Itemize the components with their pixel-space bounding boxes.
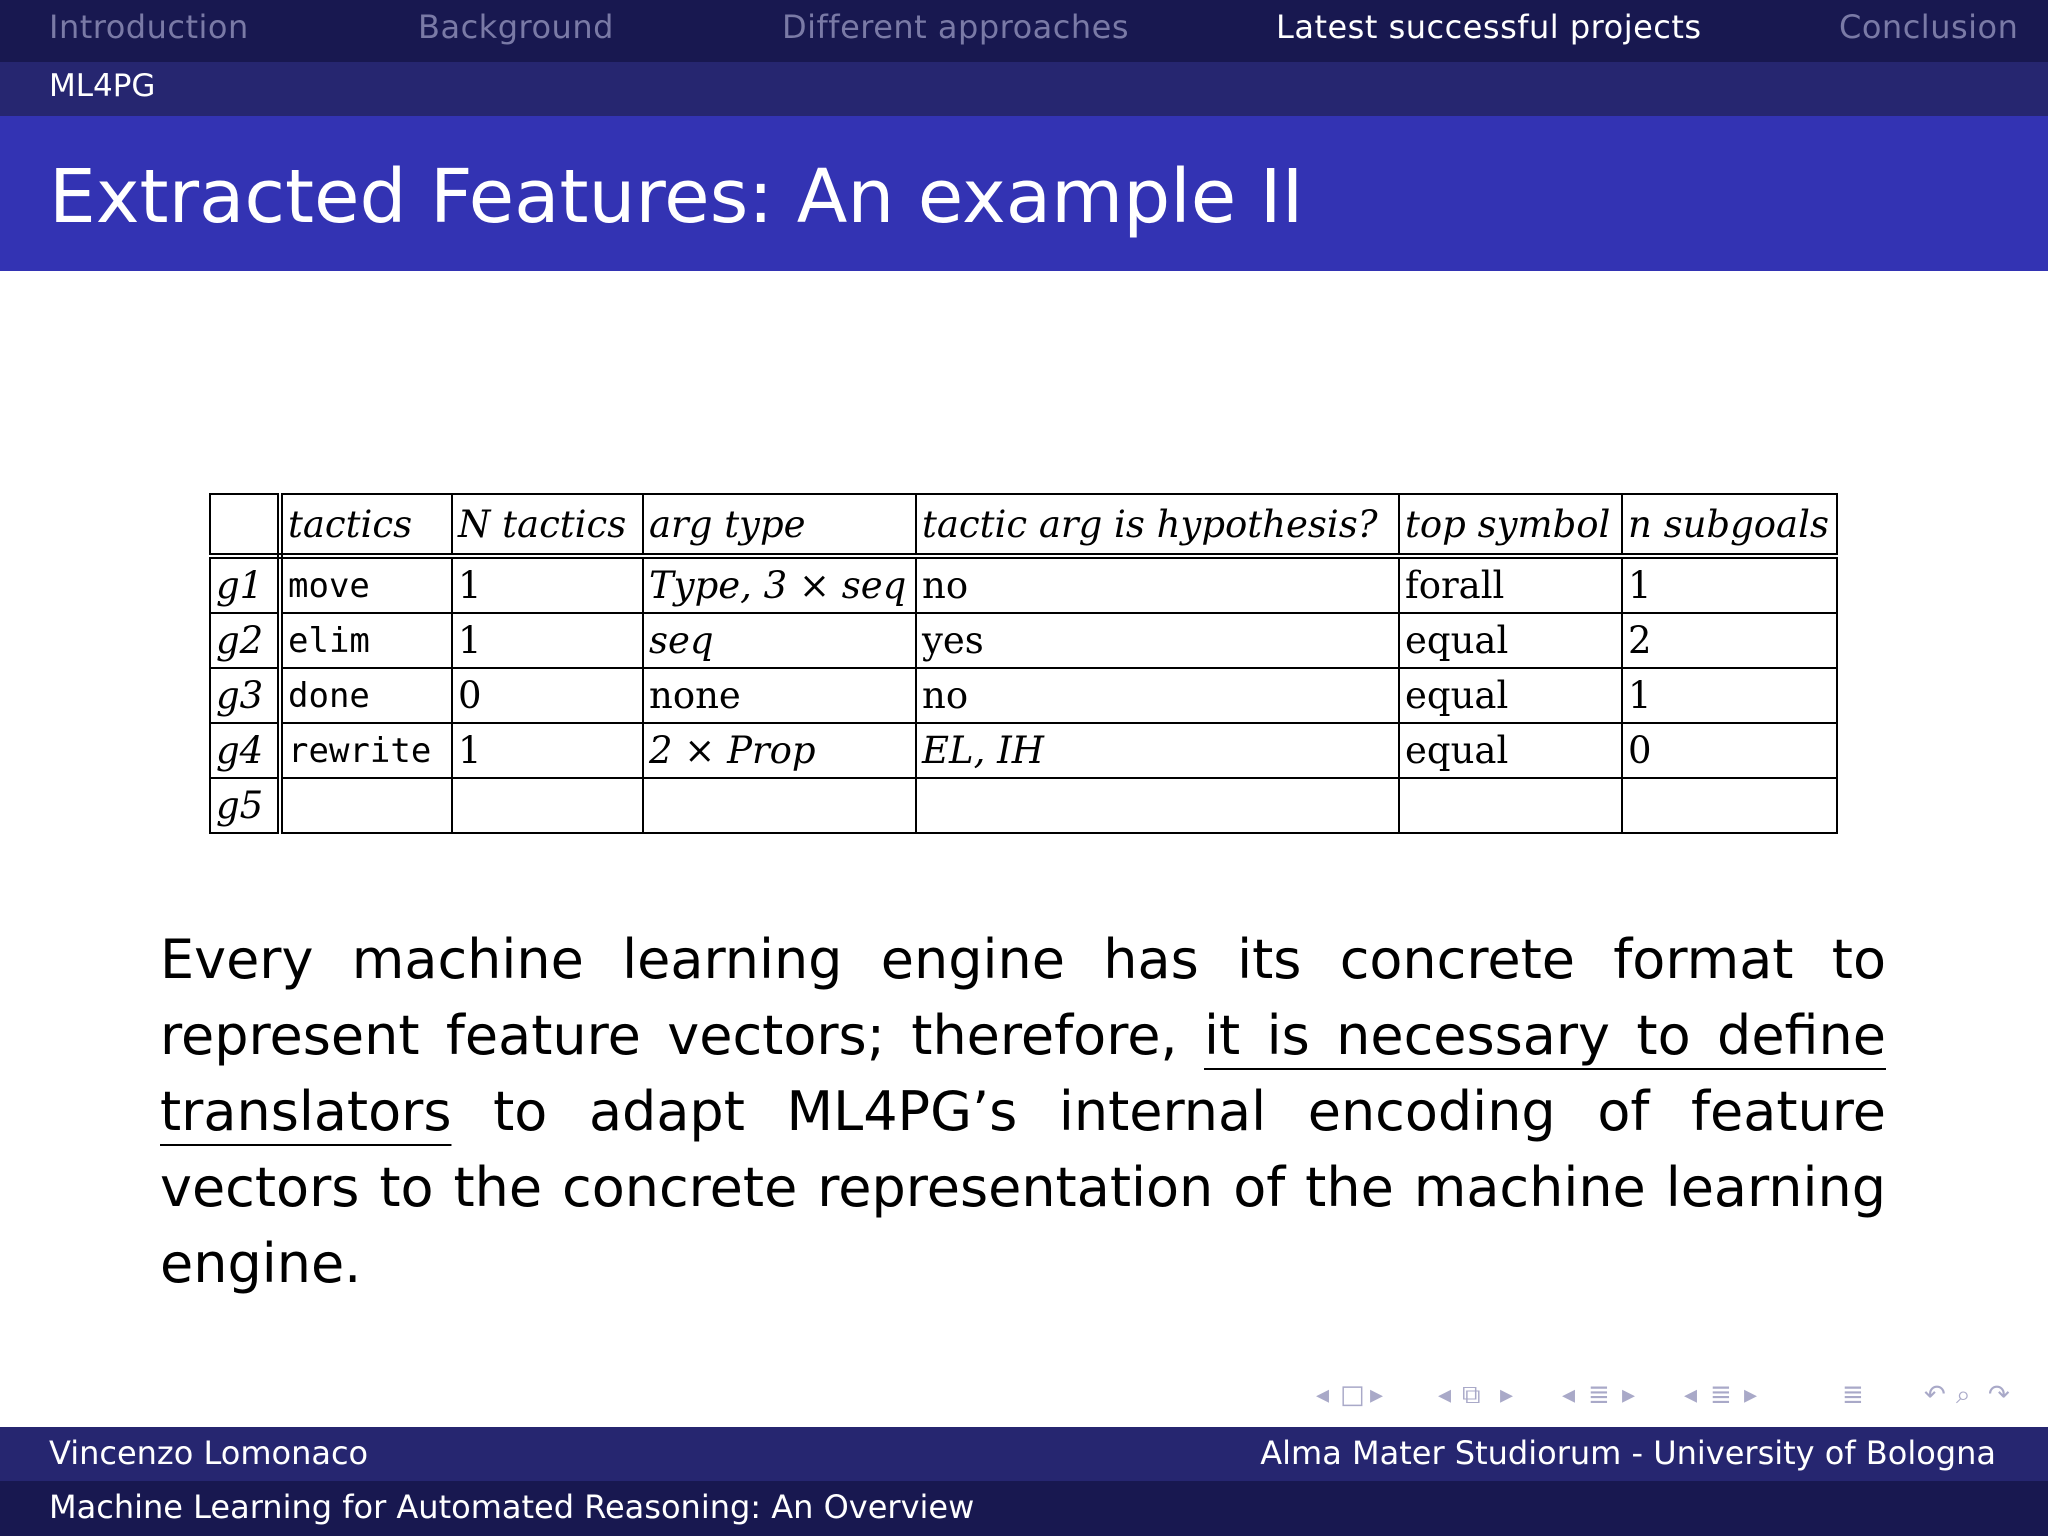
subsection-bar (0, 62, 2048, 116)
section-icon[interactable]: ≣ (1710, 1380, 1732, 1410)
table-header-cell: N tactics (452, 494, 643, 556)
next-subsection-arrow-icon[interactable]: ▸ (1622, 1380, 1636, 1410)
table-cell: equal (1399, 613, 1622, 668)
table-header-cell: tactic arg is hypothesis? (916, 494, 1399, 556)
subsection-label[interactable]: ML4PG (49, 68, 156, 104)
table-cell: equal (1399, 668, 1622, 723)
table-header-cell: arg type (643, 494, 916, 556)
table-cell (1399, 778, 1622, 833)
footer-author: Vincenzo Lomonaco (49, 1434, 369, 1472)
body-text-before: Every machine learning engine has its concrete format to represent feature vectors; therefore, (160, 928, 1886, 1067)
table-header-cell: top symbol (1399, 494, 1622, 556)
feature-table (209, 493, 1838, 834)
goal-id-cell: g4 (210, 723, 280, 778)
table-cell: none (643, 668, 916, 723)
goal-id-cell: g1 (210, 556, 280, 613)
nav-section-background[interactable]: Background (418, 8, 614, 46)
table-cell: 1 (452, 723, 643, 778)
table-cell: 2 (1622, 613, 1837, 668)
next-slide-arrow-icon[interactable]: ▸ (1500, 1380, 1514, 1410)
table-cell: no (916, 556, 1399, 613)
table-cell: seq (643, 613, 916, 668)
next-section-arrow-icon[interactable]: ▸ (1744, 1380, 1758, 1410)
body-paragraph (160, 922, 1886, 1302)
table-cell: 1 (1622, 556, 1837, 613)
body-text-after: to adapt ML4PG’s internal encoding of feature vectors to the concrete representation of the machine learning engine. (160, 1080, 1886, 1295)
next-frame-arrow-icon[interactable]: ▸ (1370, 1380, 1384, 1410)
prev-slide-arrow-icon[interactable]: ◂ (1438, 1380, 1452, 1410)
table-header-cell: n subgoals (1622, 494, 1837, 556)
slide-icon[interactable]: ⧉ (1462, 1380, 1481, 1410)
table-cell: EL, IH (916, 723, 1399, 778)
nav-section-conclusion[interactable]: Conclusion (1839, 8, 2019, 46)
nav-section-introduction[interactable]: Introduction (49, 8, 249, 46)
search-icon[interactable]: ⌕ (1956, 1380, 1971, 1410)
document-icon[interactable]: ≣ (1842, 1380, 1864, 1410)
prev-section-arrow-icon[interactable]: ◂ (1684, 1380, 1698, 1410)
forward-icon[interactable]: ↷ (1988, 1380, 2010, 1410)
table-cell: equal (1399, 723, 1622, 778)
footer-talk-title: Machine Learning for Automated Reasoning: An Overview (49, 1488, 975, 1526)
table-cell: 0 (452, 668, 643, 723)
table-cell: yes (916, 613, 1399, 668)
table-cell: elim (280, 613, 452, 668)
table-cell: 1 (452, 556, 643, 613)
table-cell: move (280, 556, 452, 613)
table-cell: done (280, 668, 452, 723)
prev-subsection-arrow-icon[interactable]: ◂ (1562, 1380, 1576, 1410)
section-navigation-bar (0, 0, 2048, 62)
footer-institution: Alma Mater Studiorum - University of Bologna (1260, 1434, 1996, 1472)
goal-id-cell: g5 (210, 778, 280, 833)
nav-section-different-approaches[interactable]: Different approaches (782, 8, 1129, 46)
nav-section-latest-successful-projects[interactable]: Latest successful projects (1276, 8, 1702, 46)
prev-frame-arrow-icon[interactable]: ◂ (1316, 1380, 1330, 1410)
table-cell: 0 (1622, 723, 1837, 778)
back-icon[interactable]: ↶ (1924, 1380, 1946, 1410)
table-cell (280, 778, 452, 833)
beamer-navigation-controls (1312, 1380, 2032, 1414)
table-row (210, 723, 1837, 778)
title-bar (0, 116, 2048, 271)
table-cell (916, 778, 1399, 833)
table-row (210, 613, 1837, 668)
goal-id-cell: g3 (210, 668, 280, 723)
table-cell: 1 (1622, 668, 1837, 723)
table-row (210, 556, 1837, 613)
table-header-cell: tactics (280, 494, 452, 556)
table-cell: forall (1399, 556, 1622, 613)
table-cell (643, 778, 916, 833)
table-cell: no (916, 668, 1399, 723)
table-cell: 2 × Prop (643, 723, 916, 778)
table-cell: 1 (452, 613, 643, 668)
table-row (210, 668, 1837, 723)
table-header-row (210, 494, 1837, 556)
footer-title-bar (0, 1481, 2048, 1536)
subsection-icon[interactable]: ≣ (1588, 1380, 1610, 1410)
table-cell (452, 778, 643, 833)
table-cell (1622, 778, 1837, 833)
frame-icon[interactable]: □ (1340, 1380, 1365, 1410)
body-text-underlined: it is necessary to define translators (160, 1004, 1886, 1143)
table-row (210, 778, 1837, 833)
table-cell: Type, 3 × seq (643, 556, 916, 613)
goal-id-cell: g2 (210, 613, 280, 668)
slide-title: Extracted Features: An example II (49, 154, 1304, 240)
footer-author-bar (0, 1427, 2048, 1481)
table-header-cell (210, 494, 280, 556)
table-cell: rewrite (280, 723, 452, 778)
